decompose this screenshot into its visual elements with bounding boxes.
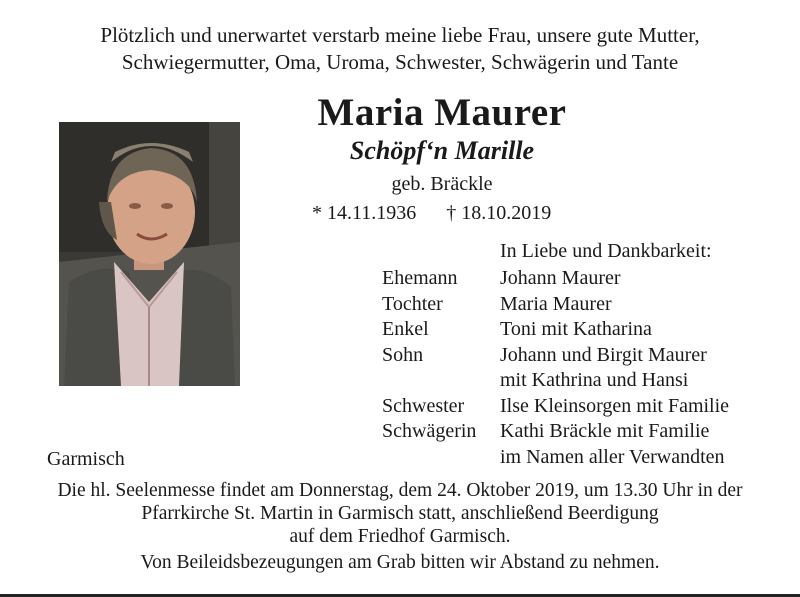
deceased-name: Maria Maurer xyxy=(317,91,567,134)
intro-line-2: Schwiegermutter, Oma, Uroma, Schwester, Schwägerin und Tante xyxy=(121,50,679,74)
relative-names: Maria Maurer xyxy=(500,292,612,315)
birth-date: * 14.11.1936 xyxy=(312,202,417,224)
family-list xyxy=(382,266,792,470)
service-line-3: auf dem Friedhof Garmisch. xyxy=(289,526,511,547)
relation-label: Ehemann xyxy=(382,267,458,289)
family-row xyxy=(382,266,792,292)
relation-label: Tochter xyxy=(382,292,443,315)
relation-label: Enkel xyxy=(382,318,429,340)
service-info xyxy=(0,479,800,548)
family-row xyxy=(382,343,792,369)
family-header: In Liebe und Dankbarkeit: xyxy=(500,240,712,262)
family-row xyxy=(382,292,792,318)
relative-names: Toni mit Katharina xyxy=(500,318,652,340)
relation-label: Schwägerin xyxy=(382,420,477,442)
relative-names: mit Kathrina und Hansi xyxy=(500,369,689,391)
portrait-photo xyxy=(59,122,240,386)
location-label: Garmisch xyxy=(47,448,125,470)
relation-label xyxy=(382,368,500,394)
relative-names: Ilse Kleinsorgen mit Familie xyxy=(500,394,730,417)
relation-label: Schwester xyxy=(382,394,465,417)
family-row xyxy=(382,419,792,445)
relative-names: Johann Maurer xyxy=(500,267,621,289)
deceased-nickname: Schöpf‘n Marille xyxy=(349,136,535,165)
relative-names: Johann und Birgit Maurer xyxy=(500,343,707,366)
life-dates xyxy=(312,202,551,225)
family-row xyxy=(382,445,792,471)
service-line-1: Die hl. Seelenmesse findet am Donnerstag, dem 24. Oktober 2019, um 13.30 Uhr in der xyxy=(57,480,743,501)
closing-note: Von Beileidsbezeugungen am Grab bitten wir Abstand zu nehmen. xyxy=(140,552,660,573)
family-row xyxy=(382,368,792,394)
intro-line-1: Plötzlich und unerwartet verstarb meine liebe Frau, unsere gute Mutter, xyxy=(100,23,700,47)
family-row xyxy=(382,394,792,420)
family-row xyxy=(382,317,792,343)
intro-text xyxy=(0,22,800,76)
relative-names: Kathi Bräckle mit Familie xyxy=(500,420,710,442)
death-date: † 18.10.2019 xyxy=(446,202,552,224)
service-line-2: Pfarrkirche St. Martin in Garmisch statt, anschließend Beerdigung xyxy=(141,503,659,524)
birth-name: geb. Bräckle xyxy=(391,173,493,195)
relation-label: Sohn xyxy=(382,343,424,366)
relation-label xyxy=(382,445,500,471)
portrait-illustration xyxy=(59,122,240,386)
relative-names: im Namen aller Verwandten xyxy=(500,445,725,468)
